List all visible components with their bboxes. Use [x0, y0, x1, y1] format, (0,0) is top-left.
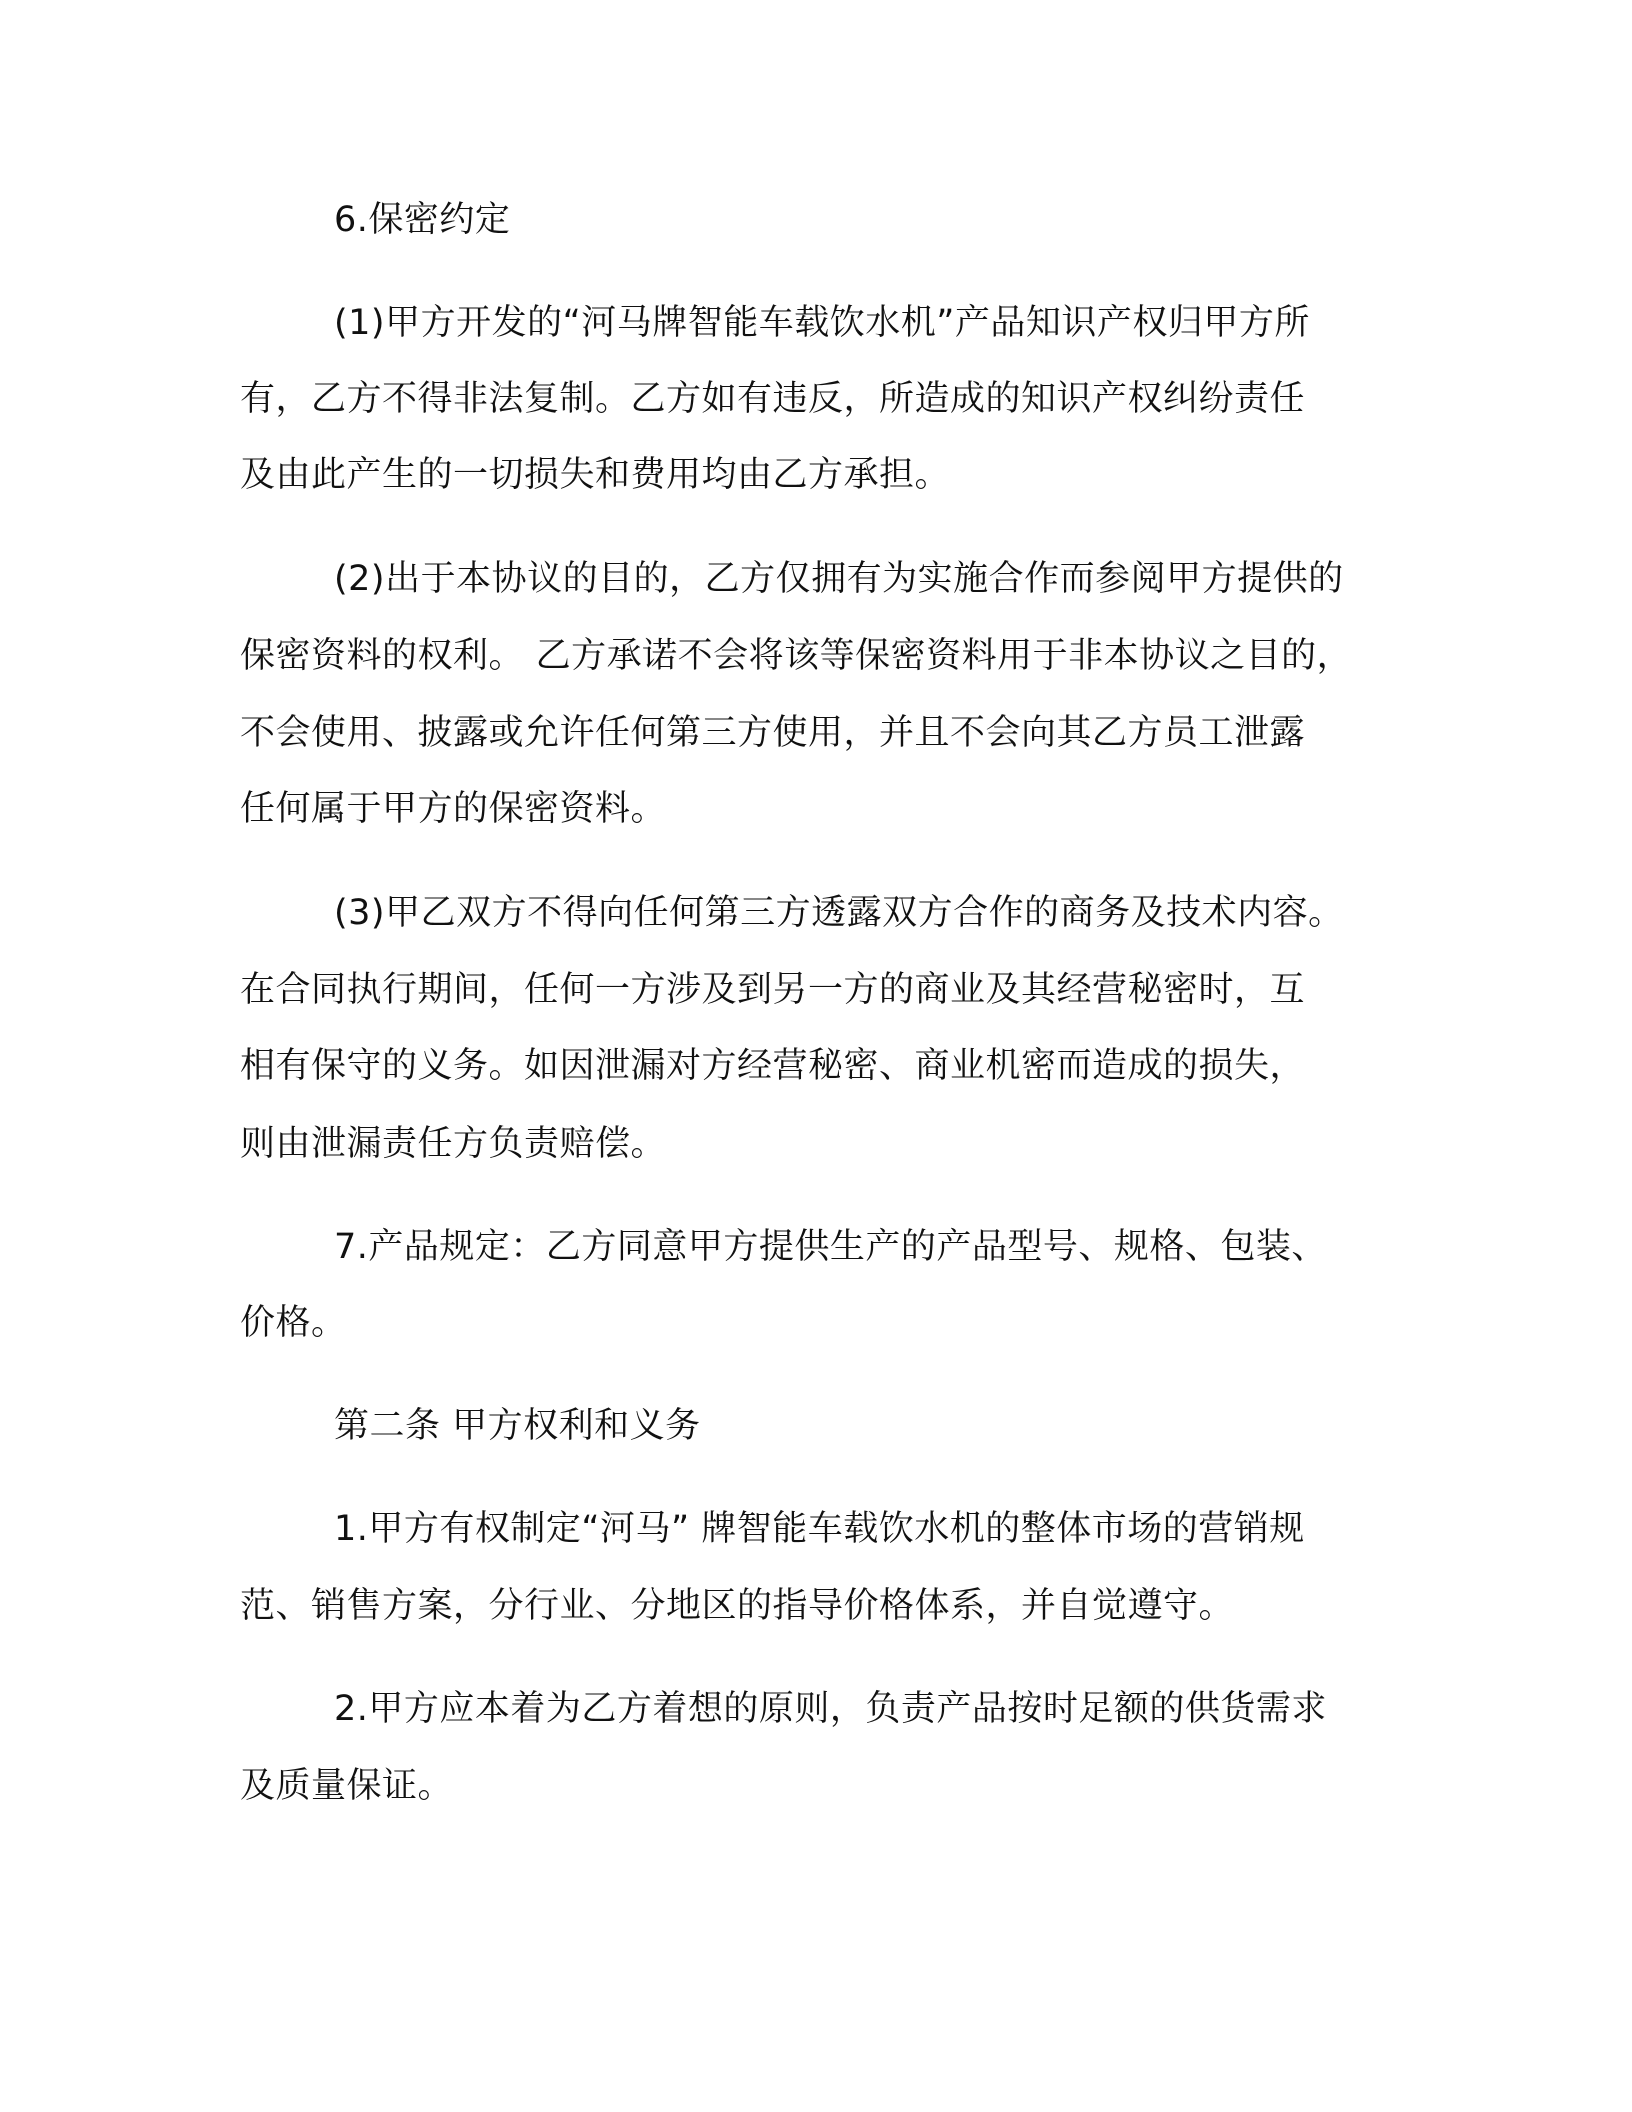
section-heading-confidentiality: 6.保密约定 — [334, 200, 511, 240]
paragraph-line: 及质量保证。 — [240, 1766, 454, 1806]
paragraph-line: (2)出于本协议的目的，乙方仅拥有为实施合作而参阅甲方提供的 — [334, 559, 1344, 599]
paragraph-line: 保密资料的权利。 乙方承诺不会将该等保密资料用于非本协议之目的， — [240, 636, 1353, 676]
paragraph-line: 范、销售方案，分行业、分地区的指导价格体系，并自觉遵守。 — [240, 1586, 1235, 1626]
paragraph-line: 及由此产生的一切损失和费用均由乙方承担。 — [240, 455, 951, 495]
paragraph-line: 任何属于甲方的保密资料。 — [240, 789, 667, 829]
paragraph-line: (3)甲乙双方不得向任何第三方透露双方合作的商务及技术内容。 — [334, 893, 1344, 933]
paragraph-line: 则由泄漏责任方负责赔偿。 — [240, 1124, 667, 1164]
paragraph-line: 在合同执行期间，任何一方涉及到另一方的商业及其经营秘密时，互 — [240, 970, 1306, 1010]
paragraph-line: 7.产品规定：乙方同意甲方提供生产的产品型号、规格、包装、 — [334, 1227, 1327, 1267]
paragraph-line: 2.甲方应本着为乙方着想的原则，负责产品按时足额的供货需求 — [334, 1689, 1327, 1729]
paragraph-line: 1.甲方有权制定“河马” 牌智能车载饮水机的整体市场的营销规 — [334, 1509, 1305, 1549]
paragraph-line: (1)甲方开发的“河马牌智能车载饮水机”产品知识产权归甲方所 — [334, 303, 1310, 343]
paragraph-line: 有，乙方不得非法复制。乙方如有违反，所造成的知识产权纠纷责任 — [240, 379, 1306, 419]
paragraph-line: 相有保守的义务。如因泄漏对方经营秘密、商业机密而造成的损失， — [240, 1046, 1306, 1086]
paragraph-line: 不会使用、披露或允许任何第三方使用，并且不会向其乙方员工泄露 — [240, 713, 1306, 753]
paragraph-line: 价格。 — [240, 1303, 347, 1343]
article-heading: 第二条 甲方权利和义务 — [334, 1406, 701, 1446]
